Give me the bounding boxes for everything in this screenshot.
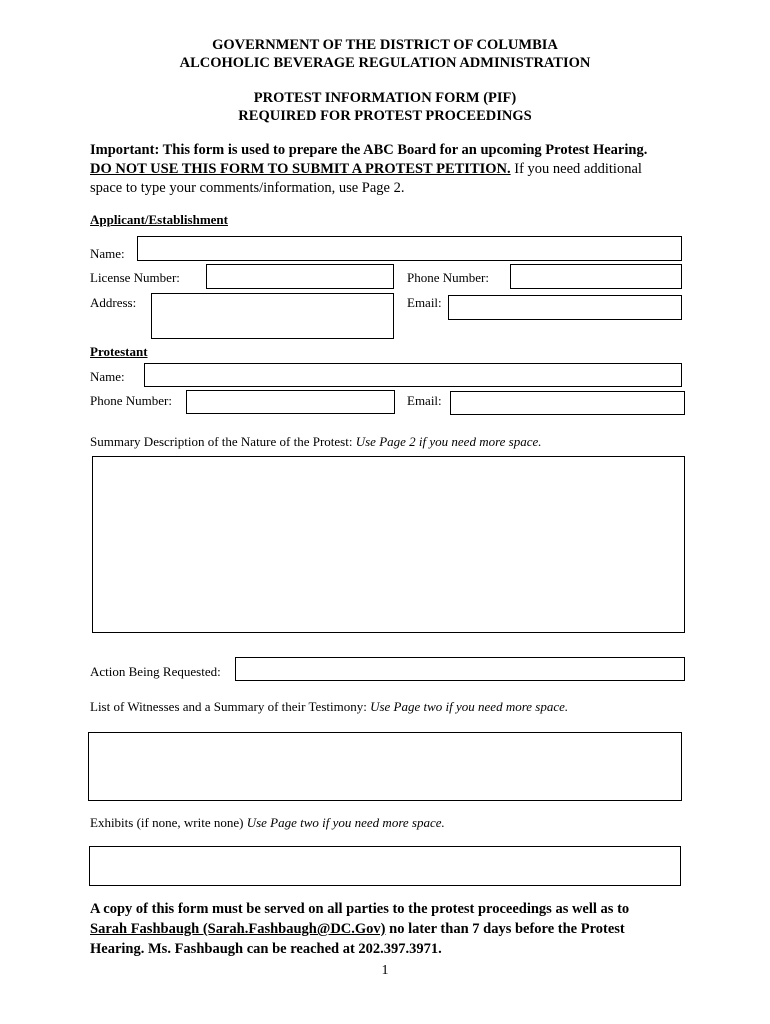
important-note — [90, 141, 700, 198]
exhibits-label — [90, 815, 445, 831]
witnesses-label-text: List of Witnesses and a Summary of their Testimony: — [90, 699, 371, 714]
administration-name: ALCOHOLIC BEVERAGE REGULATION ADMINISTRATION — [179, 55, 591, 71]
protestant-phone-field[interactable] — [186, 390, 395, 414]
action-label: Action Being Requested: — [90, 664, 221, 679]
action-field[interactable] — [235, 657, 685, 681]
important-rest-2: space to type your comments/information, use Page 2. — [90, 180, 405, 196]
applicant-address-field[interactable] — [151, 293, 394, 339]
applicant-license-label: License Number: — [90, 270, 180, 285]
form-title: PROTEST INFORMATION FORM (PIF) — [253, 90, 517, 106]
witnesses-textarea[interactable] — [88, 732, 682, 801]
important-warning: DO NOT USE THIS FORM TO SUBMIT A PROTEST PETITION. — [90, 161, 511, 177]
applicant-name-label: Name: — [90, 246, 125, 261]
summary-label — [90, 434, 542, 450]
protestant-name-label: Name: — [90, 369, 125, 384]
applicant-email-field[interactable] — [448, 295, 682, 320]
protestant-phone-label: Phone Number: — [90, 393, 172, 408]
protestant-email-field[interactable] — [450, 391, 685, 415]
page-number: 1 — [381, 963, 389, 978]
contact-email-link[interactable]: Sarah Fashbaugh (Sarah.Fashbaugh@DC.Gov) — [90, 921, 386, 937]
important-rest-1: If you need additional — [510, 161, 642, 177]
exhibits-label-text: Exhibits (if none, write none) — [90, 815, 247, 830]
applicant-email-label: Email: — [407, 295, 442, 310]
applicant-section-heading: Applicant/Establishment — [90, 212, 228, 227]
applicant-license-field[interactable] — [206, 264, 394, 289]
summary-label-text: Summary Description of the Nature of the Protest: — [90, 434, 356, 449]
summary-hint: Use Page 2 if you need more space. — [355, 434, 542, 449]
important-lead: Important: This form is used to prepare the ABC Board for an upcoming Protest Hearing. — [90, 142, 648, 158]
applicant-name-field[interactable] — [137, 236, 682, 261]
service-notice-line-2: no later than 7 days before the Protest — [385, 921, 625, 937]
applicant-phone-label: Phone Number: — [407, 270, 489, 285]
witnesses-hint: Use Page two if you need more space. — [370, 699, 569, 714]
applicant-address-label: Address: — [90, 295, 137, 310]
protestant-name-field[interactable] — [144, 363, 682, 387]
service-notice — [90, 899, 710, 959]
applicant-phone-field[interactable] — [510, 264, 682, 289]
agency-name: GOVERNMENT OF THE DISTRICT OF COLUMBIA — [212, 37, 558, 53]
exhibits-textarea[interactable] — [89, 846, 681, 886]
form-subtitle: REQUIRED FOR PROTEST PROCEEDINGS — [238, 108, 532, 124]
protestant-section-heading: Protestant — [90, 344, 148, 359]
service-notice-line-1: A copy of this form must be served on all parties to the protest proceedings as well as to — [90, 901, 630, 917]
protestant-email-label: Email: — [407, 393, 442, 408]
service-notice-line-3: Hearing. Ms. Fashbaugh can be reached at 202.397.3971. — [90, 941, 442, 957]
exhibits-hint: Use Page two if you need more space. — [246, 815, 445, 830]
summary-textarea[interactable] — [92, 456, 685, 633]
witnesses-label — [90, 699, 568, 715]
